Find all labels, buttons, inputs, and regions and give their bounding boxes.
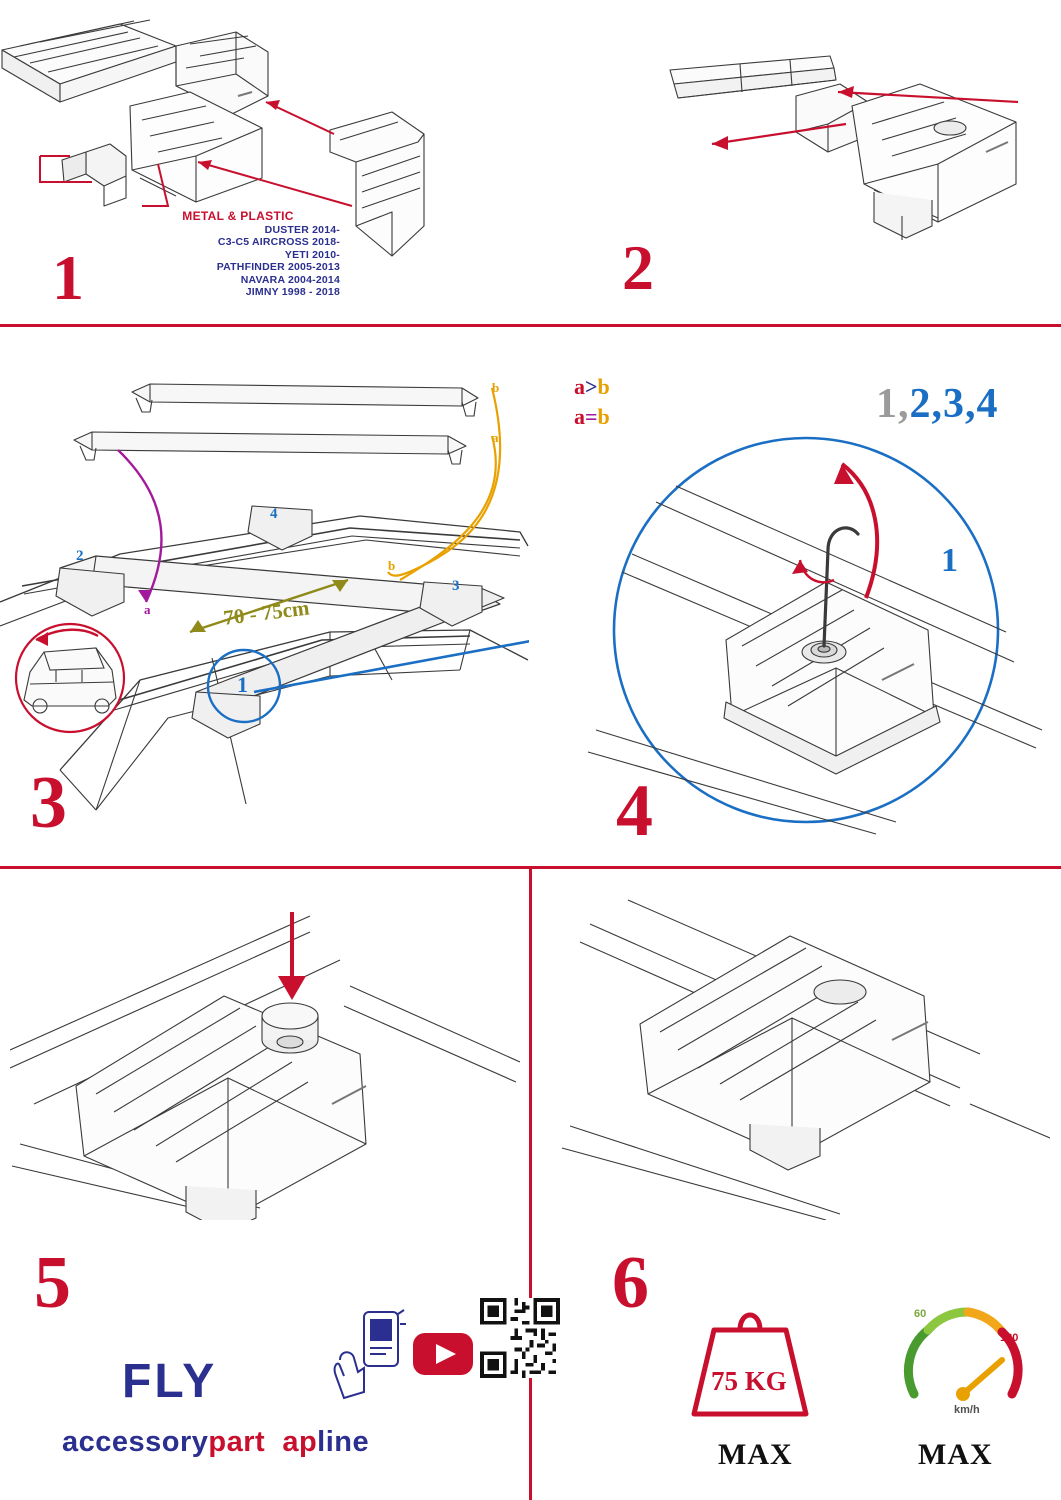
legend-b: b: [597, 374, 610, 399]
brand-line: line: [317, 1426, 370, 1458]
max-weight-label: MAX: [718, 1438, 793, 1471]
callout-foot-1: 1: [237, 672, 248, 697]
speed-tick-min: 60: [914, 1308, 927, 1320]
vehicle-item: C3-C5 AIRCROSS 2018-: [217, 236, 340, 249]
vehicle-item: YETI 2010-: [284, 248, 340, 261]
legend-operator-gt: >: [585, 374, 598, 399]
step-number-2: 2: [622, 232, 654, 303]
legend-line-1: [574, 372, 610, 402]
divider-vertical-bottom: [529, 866, 532, 1500]
sequence-blue: 2,3,4: [909, 381, 999, 427]
max-weight-value: 75 KG: [711, 1366, 787, 1396]
max-weight-icon: [684, 1294, 816, 1422]
vehicle-compatibility-list: [96, 224, 340, 298]
brand-tagline: [62, 1426, 369, 1459]
legend-operator-eq: =: [585, 404, 598, 429]
legend-a: a: [574, 374, 585, 399]
legend-line-2: [574, 402, 610, 432]
callout-foot-2: 2: [76, 548, 84, 564]
brand-accessory: accessory: [62, 1426, 209, 1458]
panel-4-illustration: [536, 430, 1061, 850]
vehicle-item: NAVARA 2004-2014: [240, 273, 340, 286]
step-number-3: 3: [30, 762, 67, 844]
callout-foot-4: 4: [270, 506, 278, 522]
panel-2-illustration: [620, 40, 1050, 270]
youtube-icon[interactable]: [412, 1332, 474, 1376]
crossbar-spacing-label: 70 - 75cm: [222, 595, 311, 630]
vehicle-item: JIMNY 1998 - 2018: [245, 286, 340, 299]
metal-plastic-heading: METAL & PLASTIC: [182, 209, 294, 223]
brand-part: part: [208, 1426, 266, 1458]
panel-6-illustration: [540, 880, 1050, 1220]
speed-unit-label: km/h: [954, 1404, 980, 1416]
brand-ap: ap: [282, 1426, 318, 1458]
divider-row-1: [0, 324, 1061, 327]
legend-b: b: [597, 404, 610, 429]
max-speed-label: MAX: [918, 1438, 993, 1471]
panel-5-illustration: [10, 890, 520, 1220]
phone-scan-icon[interactable]: [330, 1306, 406, 1406]
callout-bar-a: a: [492, 430, 499, 445]
panel-4-callout-1: 1: [941, 542, 958, 579]
qr-code[interactable]: [480, 1298, 560, 1378]
legend-a: a: [574, 404, 585, 429]
ab-legend: [574, 372, 610, 432]
callout-foot-b: b: [388, 558, 396, 573]
sequence-gray: 1,: [876, 381, 910, 427]
vehicle-item: PATHFINDER 2005-2013: [216, 261, 340, 274]
callout-foot-3: 3: [452, 578, 460, 594]
sequence-label: [876, 380, 999, 428]
speed-tick-max: 120: [1000, 1332, 1019, 1344]
step-number-1: 1: [52, 242, 84, 313]
step-number-4: 4: [616, 770, 653, 852]
callout-bar-b: b: [492, 380, 500, 395]
brand-fly: FLY: [122, 1355, 218, 1408]
callout-foot-a: a: [144, 602, 151, 617]
vehicle-item: DUSTER 2014-: [264, 224, 340, 236]
step-number-5: 5: [34, 1242, 71, 1324]
step-number-6: 6: [612, 1242, 649, 1324]
